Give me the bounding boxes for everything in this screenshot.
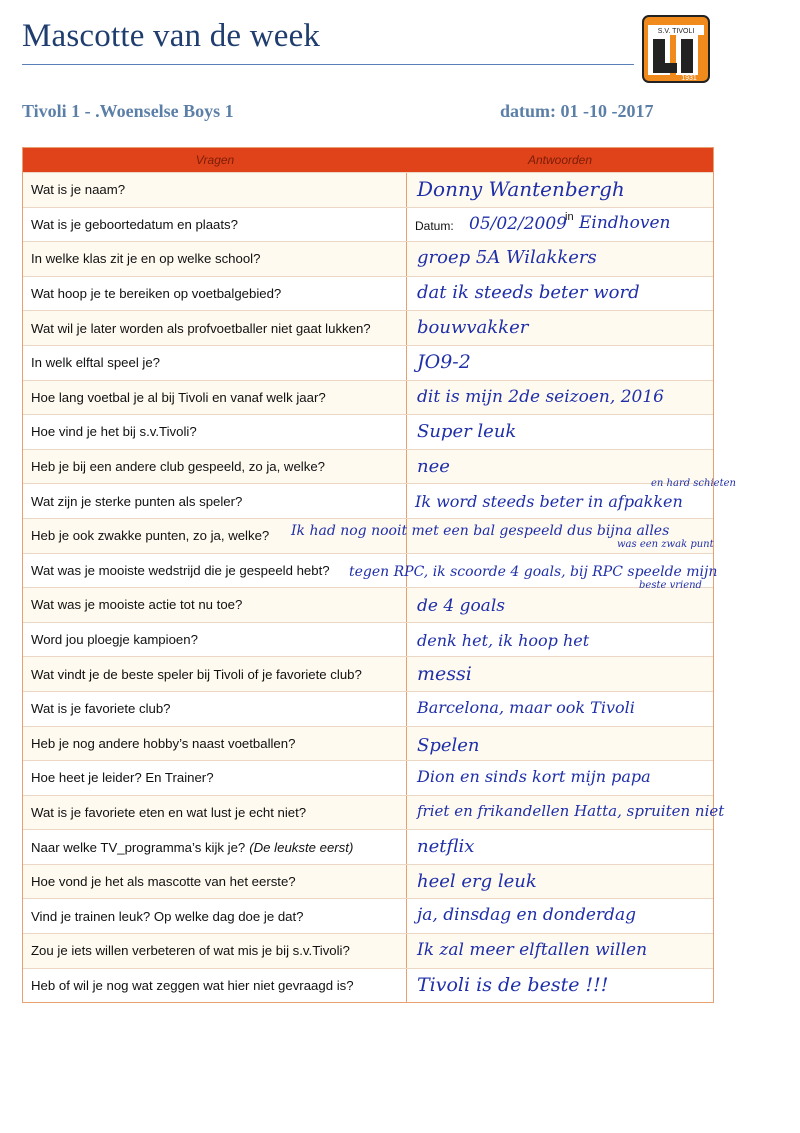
question	[23, 830, 407, 864]
logo-text: S.V. TIVOLI	[657, 28, 695, 35]
page-title: Mascotte van de week	[22, 18, 321, 54]
answer: de 4 goals	[417, 596, 505, 617]
question: Vind je trainen leuk? Op welke dag doe je dat?	[23, 899, 407, 933]
question: Wat wil je later worden als profvoetballer niet gaat lukken?	[23, 311, 407, 345]
question: Wat was je mooiste actie tot nu toe?	[23, 588, 407, 622]
question: Wat is je favoriete club?	[23, 692, 407, 726]
question: Wat is je favoriete eten en wat lust je echt niet?	[23, 796, 407, 830]
answer: Tivoli is de beste !!!	[417, 973, 609, 996]
answer: denk het, ik hoop het	[417, 630, 590, 650]
question: Heb je nog andere hobby’s naast voetballen?	[23, 727, 407, 761]
table-row	[23, 691, 713, 726]
table-row	[23, 414, 713, 449]
answer-continued: beste vriend	[639, 579, 702, 591]
answer: Donny Wantenbergh	[417, 177, 625, 201]
table-row	[23, 968, 713, 1003]
question: Hoe vond je het als mascotte van het eerste?	[23, 865, 407, 899]
answer: Super leuk	[417, 421, 517, 443]
table-row	[23, 760, 713, 795]
question: In welk elftal speel je?	[23, 346, 407, 380]
answer: 05/02/2009	[469, 213, 567, 234]
table-row	[23, 241, 713, 276]
column-questions: Vragen	[195, 153, 235, 167]
answer: Spelen	[417, 734, 480, 756]
answer: nee	[417, 455, 450, 477]
answer: ja, dinsdag en donderdag	[417, 905, 636, 926]
table-row	[23, 207, 713, 242]
table-row	[23, 553, 718, 591]
question: Wat zijn je sterke punten als speler?	[23, 484, 407, 518]
answer: Barcelona, maar ook Tivoli	[417, 697, 635, 717]
table-row	[23, 795, 725, 830]
answer: JO9-2	[417, 350, 471, 373]
question: Wat vindt je de beste speler bij Tivoli of je favoriete club?	[23, 657, 407, 691]
question: Heb je bij een andere club gespeeld, zo ja, welke?	[23, 450, 407, 484]
title-divider	[22, 64, 634, 65]
answer: groep 5A Wilakkers	[417, 247, 597, 269]
answer: messi	[417, 663, 472, 686]
question: In welke klas zit je en op welke school?	[23, 242, 407, 276]
answer: dit is mijn 2de seizoen, 2016	[417, 386, 664, 407]
table-row	[23, 587, 713, 622]
answer: Ik word steeds beter in afpakken	[415, 492, 683, 512]
table-row	[23, 829, 713, 864]
table-row	[23, 726, 713, 761]
datum-label: Datum:	[415, 218, 454, 233]
table-row	[23, 380, 713, 415]
question: Wat was je mooiste wedstrijd die je gespeeld hebt?	[23, 554, 407, 588]
table-row	[23, 864, 713, 899]
answer-continued: en hard schieten	[651, 478, 736, 490]
answer: dat ik steeds beter word	[417, 281, 640, 303]
question: Wat hoop je te bereiken op voetbalgebied?	[23, 277, 407, 311]
answer: Dion en sinds kort mijn papa	[417, 767, 651, 787]
table-row	[23, 478, 736, 518]
question: Zou je iets willen verbeteren of wat mis je bij s.v.Tivoli?	[23, 934, 407, 968]
column-answers: Antwoorden	[527, 153, 593, 167]
question: Wat is je naam?	[23, 173, 407, 207]
question: Hoe vind je het bij s.v.Tivoli?	[23, 415, 407, 449]
question: Wat is je geboortedatum en plaats?	[23, 208, 407, 242]
question: Word jou ploegje kampioen?	[23, 623, 407, 657]
table-row	[23, 656, 713, 691]
table-row	[23, 518, 713, 553]
question: Heb of wil je nog wat zeggen wat hier niet gevraagd is?	[23, 969, 407, 1003]
logo-year: 1931	[681, 75, 697, 82]
table-row	[23, 622, 713, 657]
date-value: 01 -10 -2017	[560, 101, 654, 121]
table-row	[23, 898, 713, 933]
table-row	[23, 310, 713, 345]
answer: friet en frikandellen Hatta, spruiten niet	[417, 801, 725, 820]
question: Hoe lang voetbal je al bij Tivoli en vanaf welk jaar?	[23, 381, 407, 415]
table-body	[23, 172, 736, 1002]
club-logo	[642, 15, 710, 83]
answer: bouwvakker	[417, 317, 529, 339]
in-label: in	[565, 210, 574, 223]
table-row	[23, 172, 713, 207]
date-line	[500, 101, 654, 122]
answer: heel erg leuk	[417, 870, 537, 892]
table-header	[23, 148, 713, 172]
question: Hoe heet je leider? En Trainer?	[23, 761, 407, 795]
table-row	[23, 933, 713, 968]
table-row	[23, 345, 713, 380]
table-row	[23, 276, 713, 311]
answer: Ik zal meer elftallen willen	[417, 940, 648, 961]
question: Heb je ook zwakke punten, zo ja, welke?	[23, 519, 407, 553]
match-title: Tivoli 1 - .Woenselse Boys 1	[22, 101, 234, 121]
answer-place: Eindhoven	[579, 212, 671, 233]
table-row	[23, 449, 713, 484]
answer: Ik had nog nooit met een bal gespeeld dus bijna alles	[291, 522, 670, 539]
date-label: datum:	[500, 101, 557, 121]
question-text: Naar welke TV_programma’s kijk je?	[31, 839, 246, 855]
answer-continued: was een zwak punt	[617, 538, 714, 550]
answer: netflix	[417, 836, 475, 858]
answer: tegen RPC, ik scoorde 4 goals, bij RPC speelde mijn	[349, 563, 718, 580]
question-note: (De leukste eerst)	[249, 839, 354, 855]
questionnaire-table	[22, 147, 736, 1003]
